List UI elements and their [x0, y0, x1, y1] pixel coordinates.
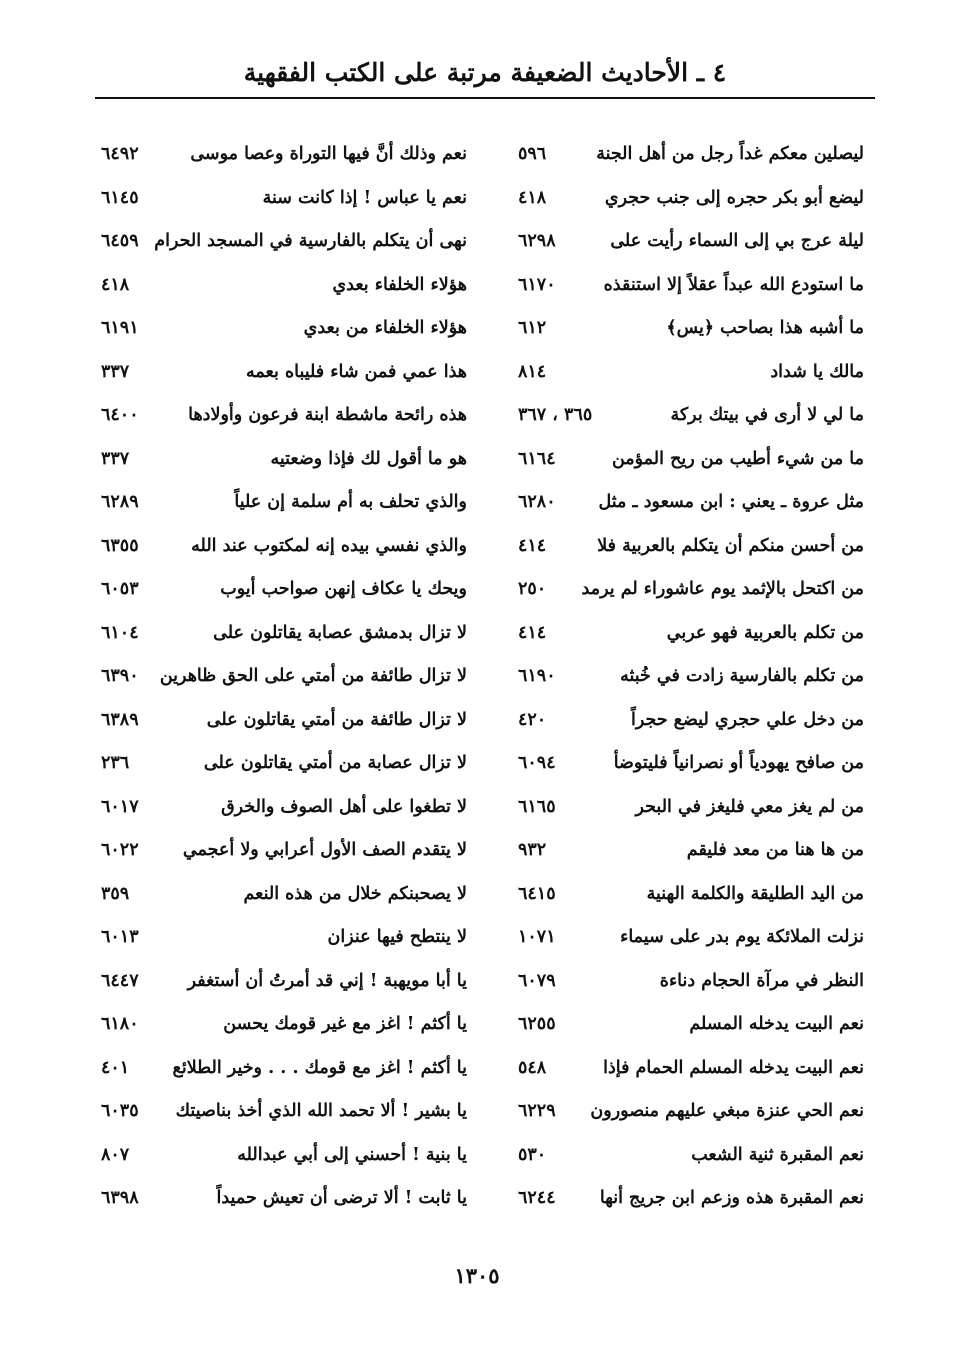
- index-entry: [95, 568, 473, 612]
- entry-number: ٤١٨: [518, 187, 547, 208]
- index-entry: [490, 916, 870, 960]
- index-entry: [95, 307, 473, 351]
- entry-text: من ها هنا من معد فليقم: [686, 840, 864, 860]
- entry-text: النظر في مرآة الحجام دناءة: [659, 970, 864, 991]
- index-entry: [95, 916, 473, 960]
- index-entry: [490, 960, 870, 1004]
- entry-text: هؤلاء الخلفاء بعدي: [332, 274, 467, 295]
- entry-text: ويحك يا عكاف إنهن صواحب أيوب: [220, 579, 467, 599]
- entry-number: ٦٣٩٠: [101, 666, 139, 686]
- entry-text: لا يتقدم الصف الأول أعرابي ولا أعجمي: [182, 840, 467, 860]
- index-entry: [490, 742, 870, 786]
- entry-text: من أحسن منكم أن يتكلم بالعربية فلا: [597, 535, 864, 556]
- entry-text: لا تزال طائفة من أمتي على الحق ظاهرين: [159, 666, 467, 686]
- entry-number: ٦١٦٤: [518, 448, 556, 469]
- entry-number: ٦١٢: [518, 318, 547, 338]
- index-entry: [95, 1134, 473, 1178]
- entry-text: ما استودع الله عبداً عقلاً إلا استنقذه: [603, 274, 864, 295]
- entry-text: يا بشير ! ألا تحمد الله الذي أخذ بناصيتك: [175, 1101, 467, 1121]
- entry-text: يا أكثم ! اغز مع غير قومك يحسن: [223, 1014, 467, 1034]
- index-entry: [490, 220, 870, 264]
- entry-number: ٤١٨: [101, 274, 130, 295]
- entry-text: لا ينتطح فيها عنزان: [327, 927, 467, 947]
- index-column-right: [490, 133, 870, 1221]
- index-entry: [490, 264, 870, 308]
- entry-number: ٦٠١٧: [101, 796, 139, 817]
- index-entry: [490, 481, 870, 525]
- entry-text: لا تطغوا على أهل الصوف والخرق: [221, 796, 467, 817]
- index-entry: [95, 394, 473, 438]
- entry-text: هذا عمي فمن شاء فليباه بعمه: [246, 361, 467, 382]
- entry-text: يا أكثم ! اغز مع قومك . . . وخير الطلائع: [172, 1057, 467, 1078]
- entry-text: من تكلم بالعربية فهو عربي: [666, 622, 864, 643]
- index-entry: [490, 307, 870, 351]
- entry-number: ٦٤٥٩: [101, 231, 139, 251]
- index-column-left: [95, 133, 473, 1221]
- entry-number: ٥٣٠: [518, 1144, 547, 1165]
- entry-number: ٦٠٣٥: [101, 1101, 139, 1121]
- entry-number: ٦٢٤٤: [518, 1188, 556, 1208]
- index-entry: [95, 1177, 473, 1221]
- entry-number: ٦٠١٣: [101, 927, 139, 947]
- index-entry: [490, 1090, 870, 1134]
- entry-number: ٤٢٠: [518, 709, 547, 730]
- entry-text: ليضع أبو بكر حجره إلى جنب حجري: [604, 187, 864, 208]
- index-entry: [95, 612, 473, 656]
- index-entry: [490, 568, 870, 612]
- entry-text: نعم البيت يدخله المسلم الحمام فإذا: [603, 1057, 864, 1078]
- index-entry: [95, 873, 473, 917]
- entry-number: ٦١٩٠: [518, 666, 556, 686]
- entry-number: ٤٠١: [101, 1057, 130, 1078]
- index-entry: [95, 699, 473, 743]
- index-entry: [95, 525, 473, 569]
- entry-number: ٦١٦٥: [518, 796, 556, 817]
- entry-number: ٦٠٩٤: [518, 753, 556, 773]
- entry-text: نعم البيت يدخله المسلم: [689, 1014, 864, 1034]
- index-entry: [95, 438, 473, 482]
- entry-text: من اليد الطليقة والكلمة الهنية: [646, 883, 864, 904]
- entry-number: ٦١٤٥: [101, 187, 139, 208]
- index-entry: [490, 351, 870, 395]
- entry-number: ٦٠٥٣: [101, 579, 139, 599]
- entry-number: ٦١٨٠: [101, 1014, 139, 1034]
- index-entry: [490, 525, 870, 569]
- entry-text: مالك يا شداد: [770, 361, 864, 382]
- index-entry: [490, 394, 870, 438]
- entry-number: ٦٤١٥: [518, 883, 556, 904]
- entry-text: من صافح يهودياً أو نصرانياً فليتوضأ: [613, 753, 864, 773]
- entry-number: ٨١٤: [518, 361, 547, 382]
- entry-number: ١٠٧١: [518, 927, 556, 947]
- entry-number: ٤١٤: [518, 535, 547, 556]
- entry-number: ٢٥٠: [518, 579, 547, 599]
- index-entry: [490, 1047, 870, 1091]
- entry-text: نزلت الملائكة يوم بدر على سيماء: [620, 927, 864, 947]
- entry-text: مثل عروة ـ يعني : ابن مسعود ـ مثل: [598, 492, 864, 512]
- entry-text: لا تزال طائفة من أمتي يقاتلون على: [206, 709, 467, 730]
- entry-number: ٥٩٦: [518, 144, 547, 164]
- index-entry: [95, 481, 473, 525]
- entry-text: ليصلين معكم غداً رجل من أهل الجنة: [596, 144, 864, 164]
- running-header: ٤ ـ الأحاديث الضعيفة مرتبة على الكتب الفقهية: [243, 58, 727, 87]
- entry-text: لا تزال عصابة من أمتي يقاتلون على: [203, 753, 467, 773]
- index-entry: [490, 1134, 870, 1178]
- index-entry: [95, 264, 473, 308]
- entry-number: ٢٣٦: [101, 753, 130, 773]
- entry-text: نعم وذلك أنَّ فيها التوراة وعصا موسى: [190, 144, 467, 164]
- entry-number: ٦٠٧٩: [518, 970, 556, 991]
- entry-text: ما أشبه هذا بصاحب ﴿يس﴾: [666, 318, 864, 338]
- entry-number: ٦٢٨٩: [101, 492, 139, 512]
- index-entry: [490, 1003, 870, 1047]
- index-entry: [95, 1047, 473, 1091]
- entry-text: ما لي لا أرى في بيتك بركة: [670, 405, 864, 425]
- entry-text: لا تزال بدمشق عصابة يقاتلون على: [213, 622, 467, 643]
- entry-number: ٦٣٨٩: [101, 709, 139, 730]
- entry-text: ليلة عرج بي إلى السماء رأيت على: [610, 231, 864, 251]
- index-entry: [490, 1177, 870, 1221]
- entry-number: ٦٤٠٠: [101, 405, 139, 425]
- entry-text: من دخل علي حجري ليضع حجراً: [630, 709, 864, 730]
- entry-number: ٩٣٢: [518, 840, 547, 860]
- entry-text: نعم المقبرة ثنية الشعب: [691, 1144, 864, 1165]
- index-entry: [490, 612, 870, 656]
- index-entry: [95, 351, 473, 395]
- entry-number: ٦١٩١: [101, 318, 139, 338]
- entry-text: هو ما أقول لك فإذا وضعتيه: [270, 448, 467, 469]
- entry-number: ٦٣٥٥: [101, 535, 139, 556]
- index-entry: [490, 829, 870, 873]
- entry-number: ٣٥٩: [101, 883, 130, 904]
- index-entry: [95, 829, 473, 873]
- index-entry: [490, 873, 870, 917]
- entry-number: ٣٣٧: [101, 361, 130, 382]
- index-entry: [490, 177, 870, 221]
- entry-text: نعم يا عباس ! إذا كانت سنة: [262, 187, 467, 208]
- index-entry: [95, 133, 473, 177]
- page-number: ١٣٠٥: [454, 1263, 500, 1288]
- entry-number: ٤١٤: [518, 622, 547, 643]
- index-entry: [490, 655, 870, 699]
- index-entry: [490, 786, 870, 830]
- entry-number: ٦٠٢٢: [101, 840, 139, 860]
- entry-text: هؤلاء الخلفاء من بعدي: [303, 318, 467, 338]
- entry-text: يا أبا مويهبة ! إني قد أمرتُ أن أستغفر: [187, 970, 467, 991]
- entry-text: من اكتحل بالإثمد يوم عاشوراء لم يرمد: [581, 579, 864, 599]
- entry-number: ٥٤٨: [518, 1057, 547, 1078]
- index-entry: [490, 699, 870, 743]
- entry-number: ٦٣٩٨: [101, 1188, 139, 1208]
- entry-number: ٦١٠٤: [101, 622, 139, 643]
- entry-number: ٦٢٩٨: [518, 231, 556, 251]
- index-entry: [95, 220, 473, 264]
- entry-number: ٣٦٥ ، ٣٦٧: [518, 405, 593, 425]
- entry-text: والذي تحلف به أم سلمة إن علياً: [234, 492, 467, 512]
- entry-number: ٦١٧٠: [518, 274, 556, 295]
- entry-text: من لم يغز معي فليغز في البحر: [635, 796, 864, 817]
- index-entry: [95, 1090, 473, 1134]
- entry-text: نهى أن يتكلم بالفارسية في المسجد الحرام: [154, 231, 467, 251]
- entry-number: ٦٢٢٩: [518, 1101, 556, 1121]
- entry-text: والذي نفسي بيده إنه لمكتوب عند الله: [191, 535, 467, 556]
- entry-text: هذه رائحة ماشطة ابنة فرعون وأولادها: [188, 405, 467, 425]
- entry-text: من تكلم بالفارسية زادت في خُبثه: [620, 666, 864, 686]
- index-entry: [95, 655, 473, 699]
- index-entry: [490, 133, 870, 177]
- index-entry: [95, 960, 473, 1004]
- index-entry: [95, 742, 473, 786]
- index-entry: [95, 177, 473, 221]
- index-entry: [490, 438, 870, 482]
- entry-text: لا يصحبنكم خلال من هذه النعم: [243, 883, 467, 904]
- entry-text: نعم المقبرة هذه وزعم ابن جريج أنها: [599, 1188, 864, 1208]
- entry-text: نعم الحي عنزة مبغي عليهم منصورون: [590, 1101, 864, 1121]
- entry-number: ٦٢٨٠: [518, 492, 556, 512]
- entry-number: ٦٤٩٢: [101, 144, 139, 164]
- entry-text: يا بنية ! أحسني إلى أبي عبدالله: [237, 1144, 467, 1165]
- header-rule: [95, 97, 875, 99]
- entry-number: ٨٠٧: [101, 1144, 130, 1165]
- entry-number: ٦٢٥٥: [518, 1014, 556, 1034]
- entry-text: ما من شيء أطيب من ريح المؤمن: [611, 448, 864, 469]
- entry-number: ٦٤٤٧: [101, 970, 139, 991]
- entry-number: ٣٣٧: [101, 448, 130, 469]
- index-entry: [95, 1003, 473, 1047]
- index-entry: [95, 786, 473, 830]
- entry-text: يا ثابت ! ألا ترضى أن تعيش حميداً: [216, 1188, 467, 1208]
